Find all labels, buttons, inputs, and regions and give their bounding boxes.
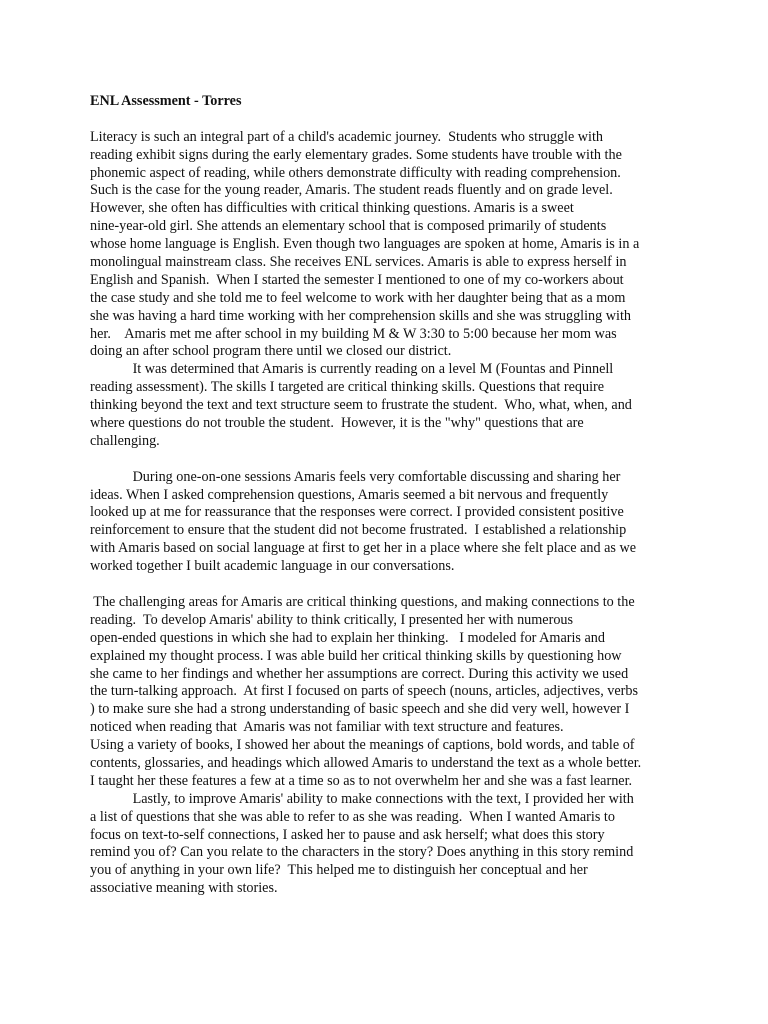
- text-line: challenging.: [90, 432, 160, 449]
- text-line: English and Spanish. When I started the semester I mentioned to one of my co-workers about: [90, 271, 624, 288]
- text-line: Lastly, to improve Amaris' ability to make connections with the text, I provided her with: [90, 790, 634, 807]
- text-line: phonemic aspect of reading, while others demonstrate difficulty with reading comprehension.: [90, 164, 621, 181]
- text-line: nine-year-old girl. She attends an elementary school that is composed primarily of students: [90, 218, 607, 235]
- text-line: monolingual mainstream class. She receives ENL services. Amaris is able to express herself in: [90, 254, 627, 271]
- text-line: Such is the case for the young reader, Amaris. The student reads fluently and on grade level.: [90, 182, 613, 199]
- text-line: open-ended questions in which she had to explain her thinking. I modeled for Amaris and: [90, 629, 605, 646]
- paragraph: [90, 469, 690, 576]
- text-line: whose home language is English. Even though two languages are spoken at home, Amaris is in a: [90, 236, 640, 253]
- paragraph-gap: [90, 576, 690, 594]
- text-line: contents, glossaries, and headings which allowed Amaris to understand the text as a whole better.: [90, 754, 642, 771]
- text-line: It was determined that Amaris is currently reading on a level M (Fountas and Pinnell: [90, 361, 614, 378]
- text-line: looked up at me for reassurance that the responses were correct. I provided consistent positive: [90, 504, 624, 521]
- paragraph-gap: [90, 451, 690, 469]
- text-line: she came to her findings and whether her assumptions are correct. During this activity we used: [90, 665, 629, 682]
- text-line: reading. To develop Amaris' ability to think critically, I presented her with numerous: [90, 611, 574, 628]
- text-line: The challenging areas for Amaris are critical thinking questions, and making connections to the: [90, 593, 635, 610]
- text-line: doing an after school program there until we closed our district.: [90, 343, 452, 360]
- text-line: the turn-talking approach. At first I focused on parts of speech (nouns, articles, adjectives, verbs: [90, 683, 639, 700]
- document-title: ENL Assessment - Torres: [90, 93, 242, 109]
- text-line: remind you of? Can you relate to the characters in the story? Does anything in this story remind: [90, 844, 634, 861]
- document-body: [90, 93, 690, 898]
- text-line: noticed when reading that Amaris was not familiar with text structure and features.: [90, 719, 564, 736]
- text-line: associative meaning with stories.: [90, 880, 278, 897]
- document-paragraphs: [90, 129, 690, 898]
- text-line: Literacy is such an integral part of a child's academic journey. Students who struggle with: [90, 128, 604, 145]
- text-line: explained my thought process. I was able build her critical thinking skills by questioning how: [90, 647, 622, 664]
- paragraph: [90, 129, 690, 451]
- text-line: reinforcement to ensure that the student did not become frustrated. I established a relationship: [90, 522, 627, 539]
- text-line: During one-on-one sessions Amaris feels very comfortable discussing and sharing her: [90, 468, 621, 485]
- text-line: reading exhibit signs during the early elementary grades. Some students have trouble with the: [90, 146, 622, 163]
- text-line: I taught her these features a few at a time so as to not overwhelm her and she was a fast learner.: [90, 772, 633, 789]
- text-line: reading assessment). The skills I targeted are critical thinking skills. Questions that require: [90, 379, 605, 396]
- text-line: focus on text-to-self connections, I asked her to pause and ask herself; what does this story: [90, 826, 605, 843]
- text-line: you of anything in your own life? This helped me to distinguish her conceptual and her: [90, 862, 588, 879]
- text-line: worked together I built academic language in our conversations.: [90, 558, 455, 575]
- text-line: with Amaris based on social language at first to get her in a place where she felt place and as we: [90, 540, 637, 557]
- text-line: a list of questions that she was able to refer to as she was reading. When I wanted Amaris to: [90, 808, 615, 825]
- text-line: the case study and she told me to feel welcome to work with her daughter being that as a mom: [90, 289, 626, 306]
- text-line: her. Amaris met me after school in my building M & W 3:30 to 5:00 because her mom was: [90, 325, 617, 342]
- text-line: However, she often has difficulties with critical thinking questions. Amaris is a sweet: [90, 200, 574, 217]
- text-line: thinking beyond the text and text structure seem to frustrate the student. Who, what, when, and: [90, 397, 632, 414]
- text-line: where questions do not trouble the student. However, it is the "why" questions that are: [90, 415, 584, 432]
- text-line: Using a variety of books, I showed her about the meanings of captions, bold words, and table of: [90, 737, 635, 754]
- text-line: she was having a hard time working with her comprehension skills and she was struggling with: [90, 307, 632, 324]
- text-line: ) to make sure she had a strong understanding of basic speech and she did very well, however I: [90, 701, 630, 718]
- paragraph: [90, 594, 690, 898]
- text-line: ideas. When I asked comprehension questions, Amaris seemed a bit nervous and frequently: [90, 486, 609, 503]
